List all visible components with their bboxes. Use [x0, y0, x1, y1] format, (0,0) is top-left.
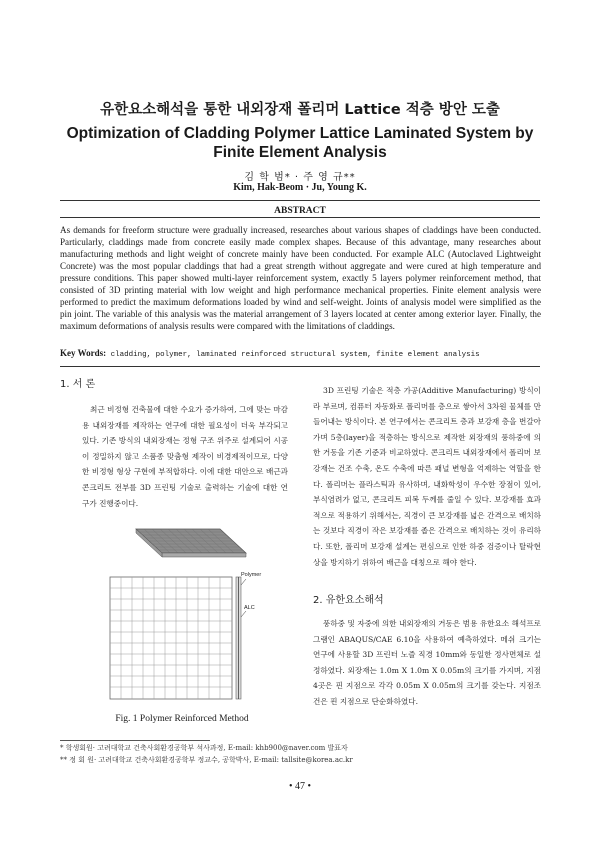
polymer-reinforcement-figure [108, 505, 262, 705]
top-divider [60, 200, 540, 201]
keywords [60, 348, 541, 359]
section-2-text: 풍하중 및 자중에 의한 내외장재의 거동은 범용 유한요소 해석프로그램인 ABAQUS/CAE 6.10을 사용하여 예측하였다. 메쉬 크기는 연구에 사용할 3D 프린터 노즐 직경 10mm와 동일한 정사면체로 설정하였다. 외장재는 1.0m X 1.0m X 0.05m의 크기를 가지며, 지점 4곳은 핀 지점으로 각각 0.05m X 0.05m의 크기를 갖는다. 지점조건은 핀 지점으로 단순화하였다. [313, 619, 541, 706]
section-1-right-text: 3D 프린팅 기술은 적층 가공(Additive Manufacturing) 방식이라 부르며, 컴퓨터 자동화로 폴리머를 층으로 쌓아서 3차원 물체를 만들어내는 방식이다. 본 연구에서는 콘크리트 층과 보강재 층을 번갈아가며 5층(layer)을 적층하는 방식으로 제작한 외장재의 풍하중에 의한 거동을 기존 기준과 비교하였다. 콘크리트 내외장재에서 폴리머 보강재는 건조 수축, 온도 수축에 따른 패널 변형을 억제하는 역할을 한다. 폴리머는 플라스틱과 유사하며, 내화학성이 우수한 장점이 있어, 부식염려가 없고, 콘크리트 피복 두께를 줄일 수 있다. 보강재를 효과적으로 적용하기 위해서는, 직경이 큰 보강재를 넓은 간격으로 배치하는 것보다 직경이 작은 보강재를 좁은 간격으로 배치하는 것이 유리하다. 또한, 폴리머 보강재 설계는 편심으로 인한 하중 검증이나 탈락현상을 방지하기 위하여 배근을 대칭으로 해야 한다. [313, 386, 541, 567]
footnote-divider [60, 740, 210, 741]
page-number: • 47 • [288, 781, 311, 792]
keywords-label: Key Words: [60, 348, 107, 358]
authors-english: Kim, Hak-Beom · Ju, Young K. [233, 182, 367, 193]
abstract-divider [60, 217, 540, 218]
section-1-left-text: 최근 비정형 건축물에 대한 수요가 증가하여, 그에 맞는 마감용 내외장재를 제작하는 연구에 대한 필요성이 더욱 부각되고 있다. 기존 방식의 내외장재는 정형 구조 위주로 설계되어 시공이 정밀하지 않고 소품종 맞춤형 제작이 비경제적이므로, 다양한 비정형 형상 구현에 부적합하다. 이에 대한 대안으로 배근과 콘크리트 전부를 3D 프린팅 기술로 출력하는 기술에 대한 연구가 진행중이다. [82, 405, 288, 508]
front-view-frame [110, 577, 232, 699]
section-1-heading: 1. 서 론 [60, 379, 96, 390]
figure-caption: Fig. 1 Polymer Reinforced Method [115, 714, 249, 724]
keywords-divider [60, 366, 540, 367]
panel-front-edge [162, 553, 246, 557]
title-korean: 유한요소해석을 통한 내외장재 폴리머 Lattice 적층 방안 도출 [100, 102, 500, 118]
title-english: Optimization of Cladding Polymer Lattice Laminated System by Finite Element Analysis [66, 125, 534, 161]
abstract-text: As demands for freeform structure were gradually increased, researches about various shapes of claddings have been conducted. Particularly, claddings made from concrete easily made complex shapes. Because of this advantage, many researches about manufacturing methods and light weight of concrete mainly have been conducted. For example ALC (Autoclaved Lightweight Concrete) was the most popular claddings that had a great strength without aggregate and were cured at high temperature and pressure conditions. This paper showed multi-layer reinforcement system, exactly 5 layers polymer reinforcement method, that consisted of 3D printing material with low weight and high performance mechanical properties. Finite element analysis were performed to predict the maximum deformations loaded by wind and self-weight. Joints of analysis model were simplified as the pin joint. The variable of this analysis was the material arrangement of 3 layers located at center among exterior layer. Finally, the maximum deformations of analysis results were compared with the limitations of claddings. [60, 225, 541, 331]
footnote-2: ** 정 회 원· 고려대학교 건축사회환경공학부 정교수, 공학박사, E-mail: tallsite@korea.ac.kr [60, 756, 353, 764]
figure-label-polymer: Polymer [241, 572, 262, 578]
section-2-heading: 2. 유한요소해석 [313, 595, 384, 606]
authors-korean: 김 학 범* · 주 영 규** [244, 172, 356, 183]
abstract-heading: ABSTRACT [274, 206, 326, 216]
keywords-text: cladding, polymer, laminated reinforced structural system, finite element analysis [110, 351, 480, 359]
figure-label-alc: ALC [244, 605, 255, 611]
footnote-1: * 학생회원· 고려대학교 건축사회환경공학부 석사과정, E-mail: khb900@naver.com 발표자 [60, 744, 348, 752]
polymer-leader [241, 579, 246, 585]
alc-leader [241, 611, 246, 617]
